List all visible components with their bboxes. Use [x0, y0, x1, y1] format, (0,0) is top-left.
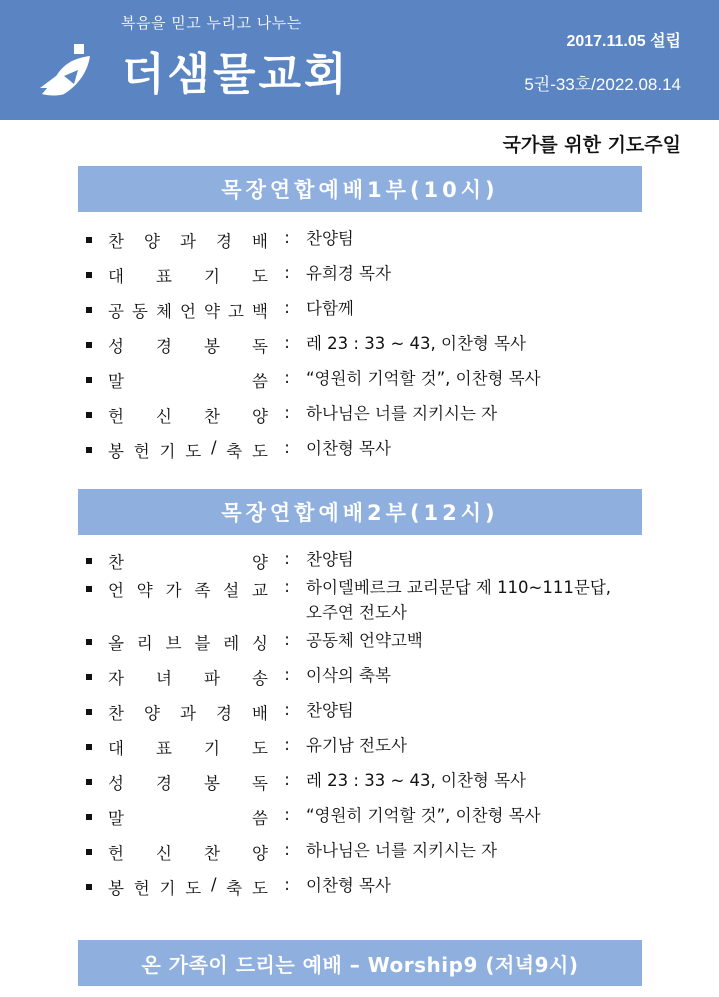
bullet-icon — [86, 558, 92, 564]
bullet-icon — [86, 447, 92, 453]
item-label: 봉 헌 기 도 / 축 도 — [108, 438, 268, 461]
list-item — [86, 700, 354, 724]
item-label: 찬 양 — [108, 553, 268, 572]
item-value: 하이델베르크 교리문답 제 110~111문답, 오주연 전도사 — [306, 578, 611, 622]
item-label: 말 씀 — [108, 809, 268, 828]
item-value: 다함께 — [306, 299, 354, 318]
separator-colon: : — [284, 298, 290, 317]
bullet-icon — [86, 744, 92, 750]
church-name: 더샘물교회 — [122, 49, 350, 100]
week-title: 국가를 위한 기도주일 — [502, 134, 681, 156]
separator-colon: : — [284, 368, 290, 387]
item-label: 공 동 체 언 약 고 백 — [108, 302, 268, 321]
list-item — [86, 770, 526, 794]
list-item — [86, 577, 611, 625]
list-item — [86, 630, 423, 654]
bullet-icon — [86, 412, 92, 418]
item-label: 언 약 가 족 설 교 — [108, 581, 268, 600]
separator-colon: : — [284, 630, 290, 649]
item-label: 자 녀 파 송 — [108, 669, 268, 688]
bulletin-header — [0, 0, 719, 120]
separator-colon: : — [284, 549, 290, 568]
list-item — [86, 263, 391, 287]
bullet-icon — [86, 814, 92, 820]
bullet-icon — [86, 307, 92, 313]
item-label: 헌 신 찬 양 — [108, 844, 268, 863]
church-slogan: 복음을 믿고 누리고 나누는 — [121, 14, 302, 32]
separator-colon: : — [284, 700, 290, 719]
section-title-service-2: 목장연합예배2부(12시) — [78, 489, 642, 535]
list-item — [86, 840, 497, 864]
separator-colon: : — [284, 333, 290, 352]
item-label: 성 경 봉 독 — [108, 774, 268, 793]
item-value: 하나님은 너를 지키시는 자 — [306, 841, 498, 860]
item-label: 찬 양 과 경 배 — [108, 704, 268, 723]
item-label: 올 리 브 블 레 싱 — [108, 634, 268, 653]
item-value: 찬양팀 — [306, 229, 354, 248]
list-item — [86, 228, 354, 252]
item-value: 하나님은 너를 지키시는 자 — [306, 404, 498, 423]
list-item — [86, 368, 541, 392]
founded-date: 2017.11.05 설립 — [566, 33, 681, 50]
item-label: 말 씀 — [108, 372, 268, 391]
section-title-service-1: 목장연합예배1부(10시) — [78, 166, 642, 212]
item-value: 레 23 : 33 ~ 43, 이찬형 목사 — [306, 771, 526, 790]
list-item — [86, 805, 541, 829]
item-value: 이삭의 축복 — [306, 666, 391, 685]
item-value: 찬양팀 — [306, 550, 354, 569]
separator-colon: : — [284, 840, 290, 859]
separator-colon: : — [284, 228, 290, 247]
separator-colon: : — [284, 770, 290, 789]
item-value: 이찬형 목사 — [306, 876, 391, 895]
item-value: 이찬형 목사 — [306, 439, 391, 458]
item-label: 찬 양 과 경 배 — [108, 232, 268, 251]
bullet-icon — [86, 849, 92, 855]
separator-colon: : — [284, 735, 290, 754]
separator-colon: : — [284, 438, 290, 457]
item-value: 유희경 목자 — [306, 264, 391, 283]
item-value: “영원히 기억할 것”, 이찬형 목사 — [306, 369, 541, 388]
bullet-icon — [86, 237, 92, 243]
church-logo-icon — [34, 40, 98, 100]
separator-colon: : — [284, 875, 290, 894]
bullet-icon — [86, 674, 92, 680]
issue-number: 5권-33호/2022.08.14 — [524, 75, 681, 94]
item-label: 대 표 기 도 — [108, 739, 268, 758]
list-item — [86, 735, 407, 759]
separator-colon: : — [284, 263, 290, 282]
bullet-icon — [86, 586, 92, 592]
section-title-worship9: 온 가족이 드리는 예배 – Worship9 (저녁9시) — [78, 940, 642, 986]
separator-colon: : — [284, 577, 290, 596]
bullet-icon — [86, 709, 92, 715]
item-value: 레 23 : 33 ~ 43, 이찬형 목사 — [306, 334, 526, 353]
item-value: 유기남 전도사 — [306, 736, 407, 755]
list-item — [86, 549, 354, 573]
separator-colon: : — [284, 403, 290, 422]
item-label: 대 표 기 도 — [108, 267, 268, 286]
item-label: 봉 헌 기 도 / 축 도 — [108, 875, 268, 898]
bullet-icon — [86, 272, 92, 278]
item-value: 공동체 언약고백 — [306, 631, 423, 650]
list-item — [86, 438, 391, 462]
separator-colon: : — [284, 665, 290, 684]
bullet-icon — [86, 377, 92, 383]
separator-colon: : — [284, 805, 290, 824]
list-item — [86, 875, 391, 899]
bullet-icon — [86, 342, 92, 348]
item-value: 찬양팀 — [306, 701, 354, 720]
item-value: “영원히 기억할 것”, 이찬형 목사 — [306, 806, 541, 825]
list-item — [86, 403, 497, 427]
item-label: 성 경 봉 독 — [108, 337, 268, 356]
bullet-icon — [86, 884, 92, 890]
bullet-icon — [86, 639, 92, 645]
bullet-icon — [86, 779, 92, 785]
list-item — [86, 665, 391, 689]
list-item — [86, 298, 354, 322]
list-item — [86, 333, 526, 357]
item-label: 헌 신 찬 양 — [108, 407, 268, 426]
